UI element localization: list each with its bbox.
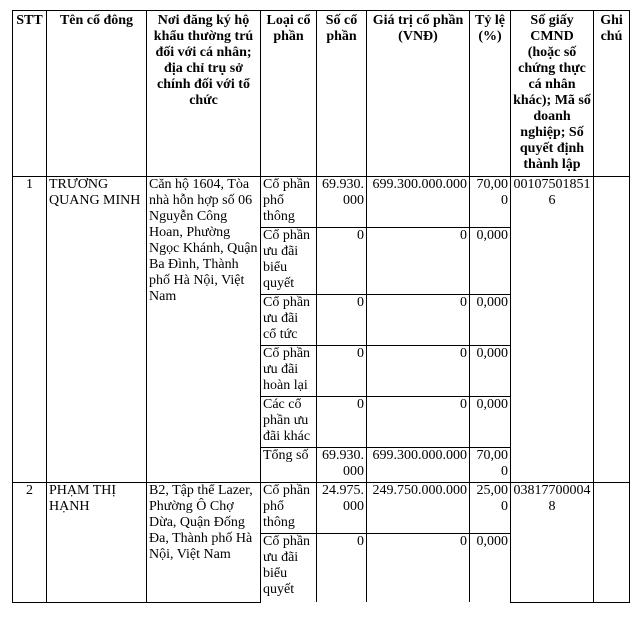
type-cell: Cổ phần ưu đãi biểu quyết	[261, 228, 317, 295]
value-cell: 0	[367, 346, 470, 397]
pct-cell: 70,000	[470, 177, 511, 228]
header-id: Số giấy CMND (hoặc số chứng thực cá nhân khác); Mã số doanh nghiệp; Số quyết định thành lập	[511, 11, 594, 177]
value-cell: 699.300.000.000	[367, 448, 470, 483]
shareholder-table	[12, 10, 630, 603]
address-cell: Căn hộ 1604, Tòa nhà hỗn hợp số 06 Nguyễn Công Hoan, Phường Ngọc Khánh, Quận Ba Đình, Thành phố Hà Nội, Việt Nam	[147, 177, 261, 483]
header-address: Nơi đăng ký hộ khẩu thường trú đối với cá nhân; địa chỉ trụ sở chính đối với tổ chức	[147, 11, 261, 177]
id-cell: 001075018516	[511, 177, 594, 483]
pct-cell: 0,000	[470, 228, 511, 295]
header-value: Giá trị cổ phần (VNĐ)	[367, 11, 470, 177]
note-cell	[594, 177, 630, 483]
id-cell: 038177000048	[511, 483, 594, 603]
pct-cell: 0,000	[470, 346, 511, 397]
qty-cell: 0	[317, 295, 367, 346]
qty-cell: 69.930.000	[317, 448, 367, 483]
stt-cell: 1	[13, 177, 47, 483]
pct-cell: 70,000	[470, 448, 511, 483]
value-cell: 0	[367, 397, 470, 448]
type-cell: Các cổ phần ưu đãi khác	[261, 397, 317, 448]
name-cell: PHẠM THỊ HẠNH	[47, 483, 147, 603]
qty-cell: 0	[317, 346, 367, 397]
qty-cell: 69.930.000	[317, 177, 367, 228]
header-stt: STT	[13, 11, 47, 177]
value-cell: 699.300.000.000	[367, 177, 470, 228]
value-cell: 0	[367, 228, 470, 295]
type-cell: Cổ phần ưu đãi biểu quyết	[261, 534, 317, 603]
stt-cell: 2	[13, 483, 47, 603]
pct-cell: 25,000	[470, 483, 511, 534]
qty-cell: 24.975.000	[317, 483, 367, 534]
pct-cell: 0,000	[470, 397, 511, 448]
type-cell: Cổ phần phổ thông	[261, 483, 317, 534]
note-cell	[594, 483, 630, 603]
header-row	[13, 11, 630, 177]
header-note: Ghi chú	[594, 11, 630, 177]
header-pct: Tỷ lệ (%)	[470, 11, 511, 177]
type-cell: Tổng số	[261, 448, 317, 483]
pct-cell: 0,000	[470, 295, 511, 346]
value-cell: 0	[367, 534, 470, 603]
qty-cell: 0	[317, 397, 367, 448]
name-cell: TRƯƠNG QUANG MINH	[47, 177, 147, 483]
value-cell: 0	[367, 295, 470, 346]
header-type: Loại cổ phần	[261, 11, 317, 177]
value-cell: 249.750.000.000	[367, 483, 470, 534]
qty-cell: 0	[317, 534, 367, 603]
table-row	[13, 483, 630, 534]
pct-cell: 0,000	[470, 534, 511, 603]
type-cell: Cổ phần ưu đãi cổ tức	[261, 295, 317, 346]
qty-cell: 0	[317, 228, 367, 295]
address-cell: B2, Tập thể Lazer, Phường Ô Chợ Dừa, Quận Đống Đa, Thành phố Hà Nội, Việt Nam	[147, 483, 261, 603]
type-cell: Cổ phần ưu đãi hoàn lại	[261, 346, 317, 397]
header-name: Tên cổ đông	[47, 11, 147, 177]
table-row	[13, 177, 630, 228]
type-cell: Cổ phần phổ thông	[261, 177, 317, 228]
header-qty: Số cổ phần	[317, 11, 367, 177]
